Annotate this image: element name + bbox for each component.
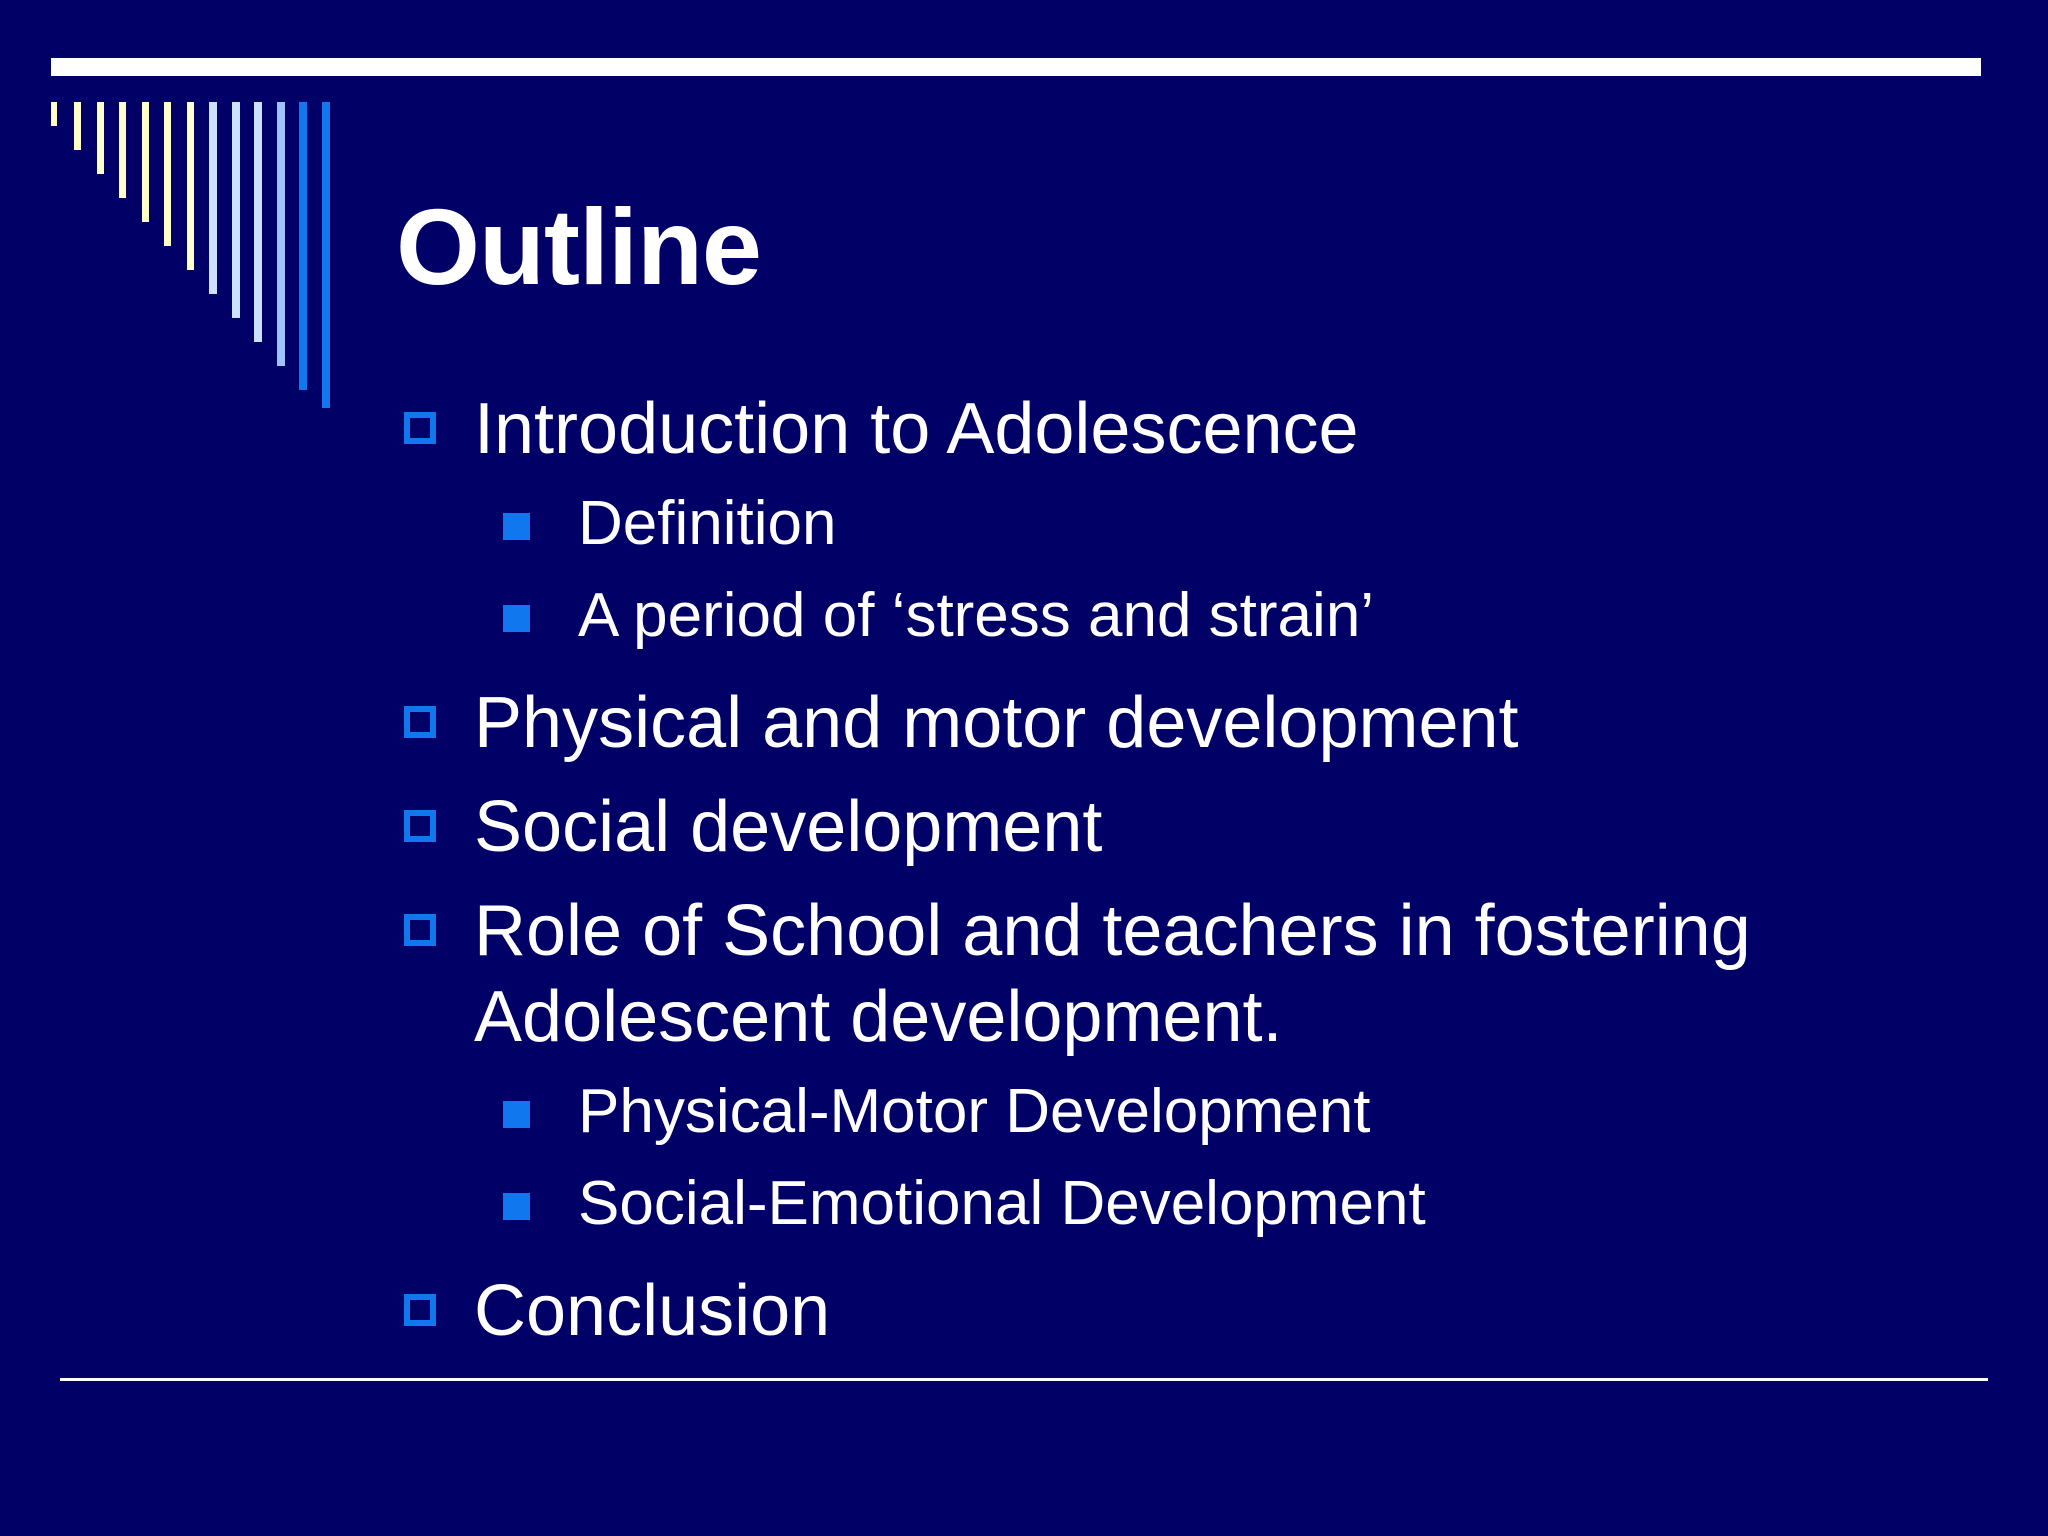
hollow-square-bullet-icon xyxy=(404,810,436,842)
top-rule xyxy=(51,58,1981,76)
bottom-rule xyxy=(60,1378,1988,1381)
stripe-12 xyxy=(299,102,307,390)
sub-item-stress-and-strain xyxy=(400,570,1960,662)
stripe-7 xyxy=(187,102,194,270)
outline-item-conclusion xyxy=(400,1268,1960,1354)
sub-item-social-emotional xyxy=(400,1158,1960,1250)
stripe-10 xyxy=(254,102,262,342)
outline-item-label: Social development xyxy=(474,787,1103,867)
outline-item-introduction xyxy=(400,386,1960,662)
outline-item-label: Introduction to Adolescence xyxy=(474,389,1359,469)
hollow-square-bullet-icon xyxy=(404,412,436,444)
sub-item-physical-motor xyxy=(400,1066,1960,1158)
sub-item-label: Social-Emotional Development xyxy=(578,1169,1426,1238)
stripe-9 xyxy=(232,102,240,318)
outline-item-social xyxy=(400,784,1960,870)
sub-item-label: Physical-Motor Development xyxy=(578,1077,1371,1146)
slide-title: Outline xyxy=(396,186,761,307)
stripe-11 xyxy=(277,102,285,366)
sub-list xyxy=(474,1066,1960,1250)
hollow-square-bullet-icon xyxy=(404,1294,436,1326)
stripe-8 xyxy=(209,102,217,294)
hollow-square-bullet-icon xyxy=(404,706,436,738)
hollow-square-bullet-icon xyxy=(404,914,436,946)
stripe-6 xyxy=(164,102,171,246)
outline-item-label: Role of School and teachers in fostering Adolescent development. xyxy=(474,891,1751,1057)
stripe-5 xyxy=(142,102,149,222)
stripe-3 xyxy=(97,102,104,174)
outline-item-label: Physical and motor development xyxy=(474,683,1519,763)
outline-item-label: Conclusion xyxy=(474,1271,831,1351)
filled-square-bullet-icon xyxy=(503,1193,530,1220)
stripe-4 xyxy=(119,102,126,198)
sub-list xyxy=(474,478,1960,662)
filled-square-bullet-icon xyxy=(503,1101,530,1128)
filled-square-bullet-icon xyxy=(503,605,530,632)
sub-item-label: Definition xyxy=(578,489,837,558)
stripe-13 xyxy=(322,102,330,408)
sub-item-label: A period of ‘stress and strain’ xyxy=(578,581,1375,650)
sub-item-definition xyxy=(400,478,1960,570)
filled-square-bullet-icon xyxy=(503,513,530,540)
stripe-2 xyxy=(74,102,81,150)
stripe-1 xyxy=(51,102,57,126)
outline-item-physical-motor xyxy=(400,680,1960,766)
outline-item-role-of-school xyxy=(400,888,1960,1250)
outline-list xyxy=(400,386,1960,1354)
